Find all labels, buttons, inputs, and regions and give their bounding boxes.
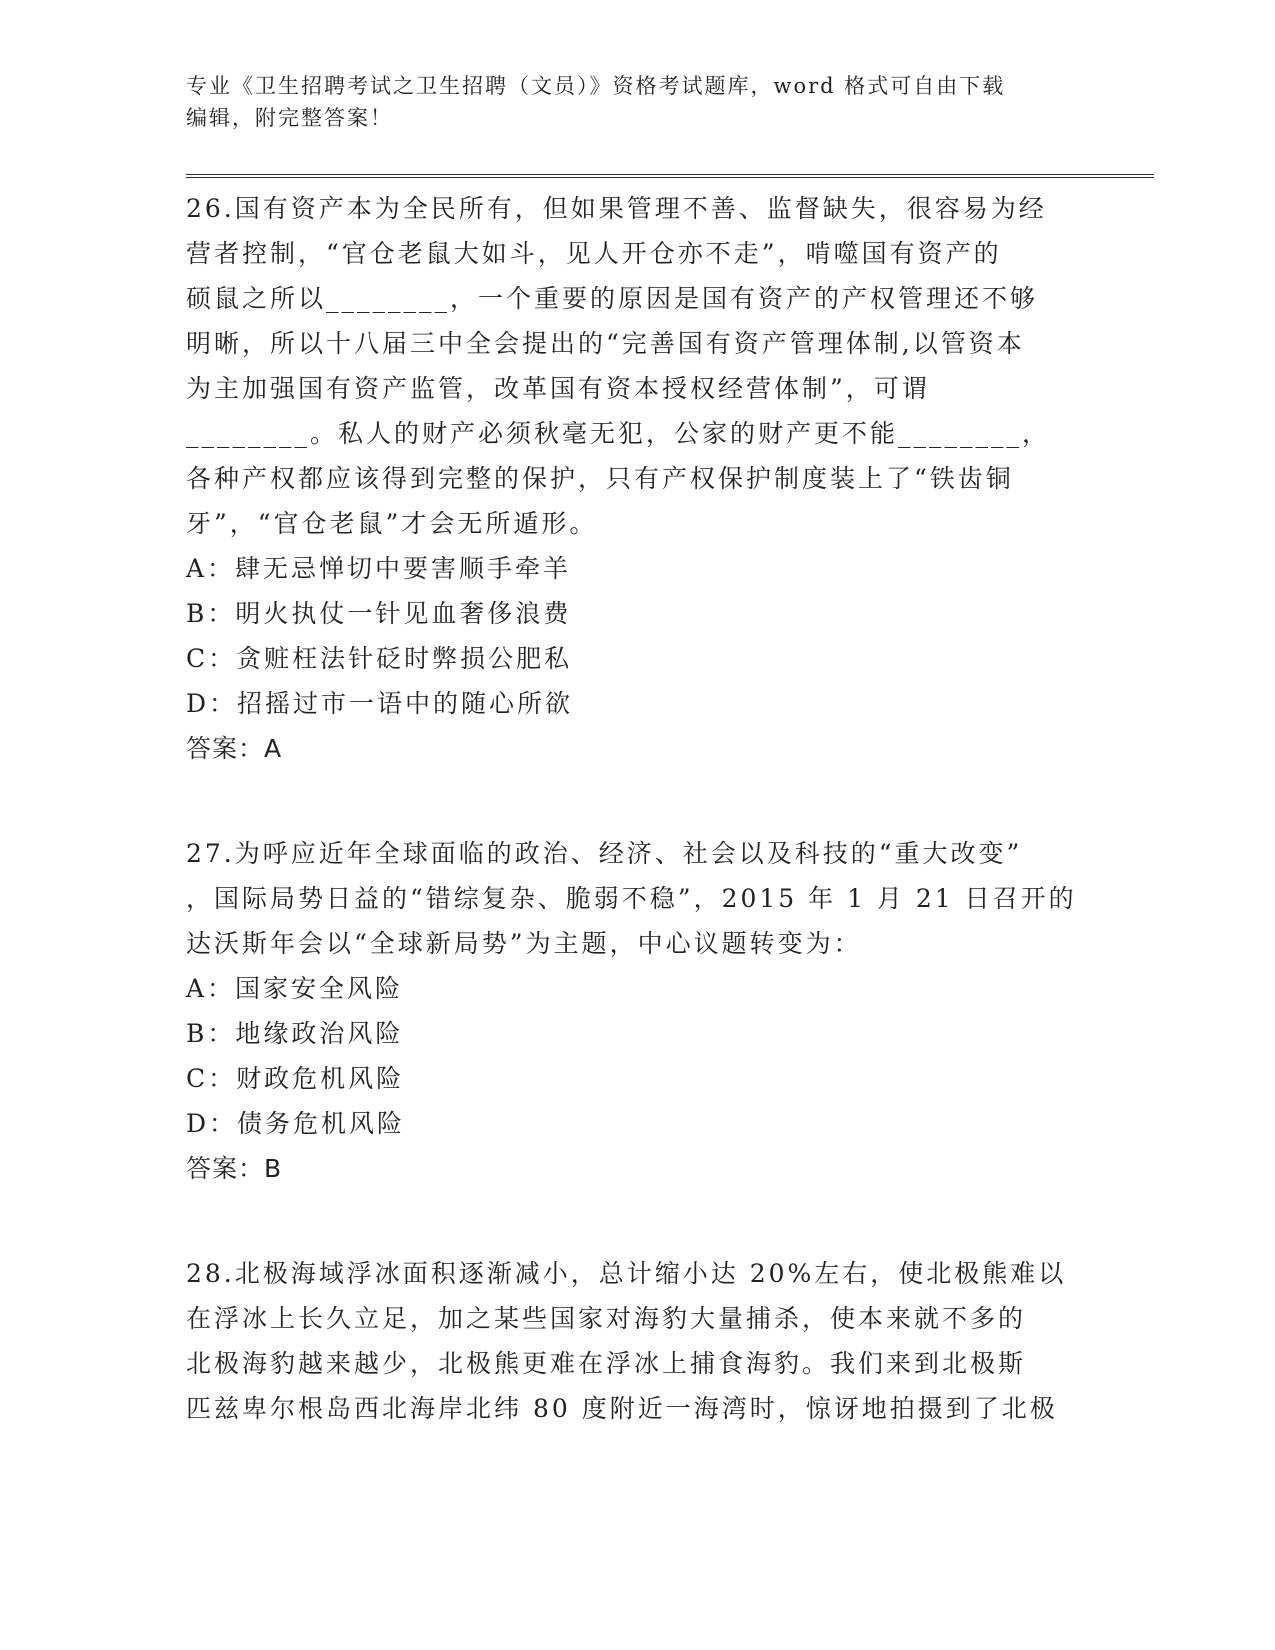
question-spacer (186, 1191, 1086, 1251)
question-text-line: 营者控制，“官仓老鼠大如斗，见人开仓亦不走”，啃噬国有资产的 (186, 239, 1002, 268)
question-text-line: 硕鼠之所以________，一个重要的原因是国有资产的产权管理还不够 (186, 284, 1039, 313)
question-spacer (186, 771, 1086, 831)
header-line-1: 专业《卫生招聘考试之卫生招聘（文员）》资格考试题库，word 格式可自由下载 (186, 74, 1006, 98)
question-text-line: 北极海豹越来越少，北极熊更难在浮冰上捕食海豹。我们来到北极斯 (186, 1349, 1027, 1378)
answer-label: 答案：A (186, 734, 283, 763)
question-text-line: 在浮冰上长久立足，加之某些国家对海豹大量捕杀，使本来就不多的 (186, 1304, 1027, 1333)
question-27 (186, 831, 1086, 1191)
option-c: C：财政危机风险 (186, 1064, 405, 1093)
page-header (186, 70, 1086, 134)
question-text-line: 匹兹卑尔根岛西北海岸北纬 80 度附近一海湾时，惊讶地拍摄到了北极 (186, 1394, 1058, 1423)
question-text-line: 为主加强国有资产监管，改革国有资本授权经营体制”，可谓 (186, 374, 930, 403)
question-text-line: 28.北极海域浮冰面积逐渐减小，总计缩小达 20%左右，使北极熊难以 (186, 1259, 1067, 1288)
header-divider (186, 174, 1154, 178)
answer-label: 答案：B (186, 1154, 283, 1183)
option-d: D：债务危机风险 (186, 1109, 406, 1138)
option-a: A：肆无忌惮切中要害顺手牵羊 (186, 554, 572, 583)
option-c: C：贪赃枉法针砭时弊损公肥私 (186, 644, 573, 673)
question-text-line: 各种产权都应该得到完整的保护，只有产权保护制度装上了“铁齿铜 (186, 464, 1014, 493)
question-text-line: ，国际局势日益的“错综复杂、脆弱不稳”，2015 年 1 月 21 日召开的 (186, 884, 1077, 913)
question-list (186, 186, 1086, 1431)
question-text-line: 牙”，“官仓老鼠”才会无所遁形。 (186, 509, 598, 538)
question-26 (186, 186, 1086, 771)
option-b: B：明火执仗一针见血奢侈浪费 (186, 599, 572, 628)
question-text-line: 27.为呼应近年全球面临的政治、经济、社会以及科技的“重大改变” (186, 839, 1023, 868)
question-text-line: 明晰，所以十八届三中全会提出的“完善国有资产管理体制,以管资本 (186, 329, 1025, 358)
question-text-line: 26.国有资产本为全民所有，但如果管理不善、监督缺失，很容易为经 (186, 194, 1047, 223)
question-28 (186, 1251, 1086, 1431)
question-text-line: ________。私人的财产必须秋毫无犯，公家的财产更不能________， (186, 419, 1051, 448)
option-d: D：招摇过市一语中的随心所欲 (186, 689, 574, 718)
header-line-2: 编辑，附完整答案！ (186, 106, 393, 130)
option-a: A：国家安全风险 (186, 974, 404, 1003)
option-b: B：地缘政治风险 (186, 1019, 404, 1048)
question-text-line: 达沃斯年会以“全球新局势”为主题，中心议题转变为： (186, 929, 862, 958)
